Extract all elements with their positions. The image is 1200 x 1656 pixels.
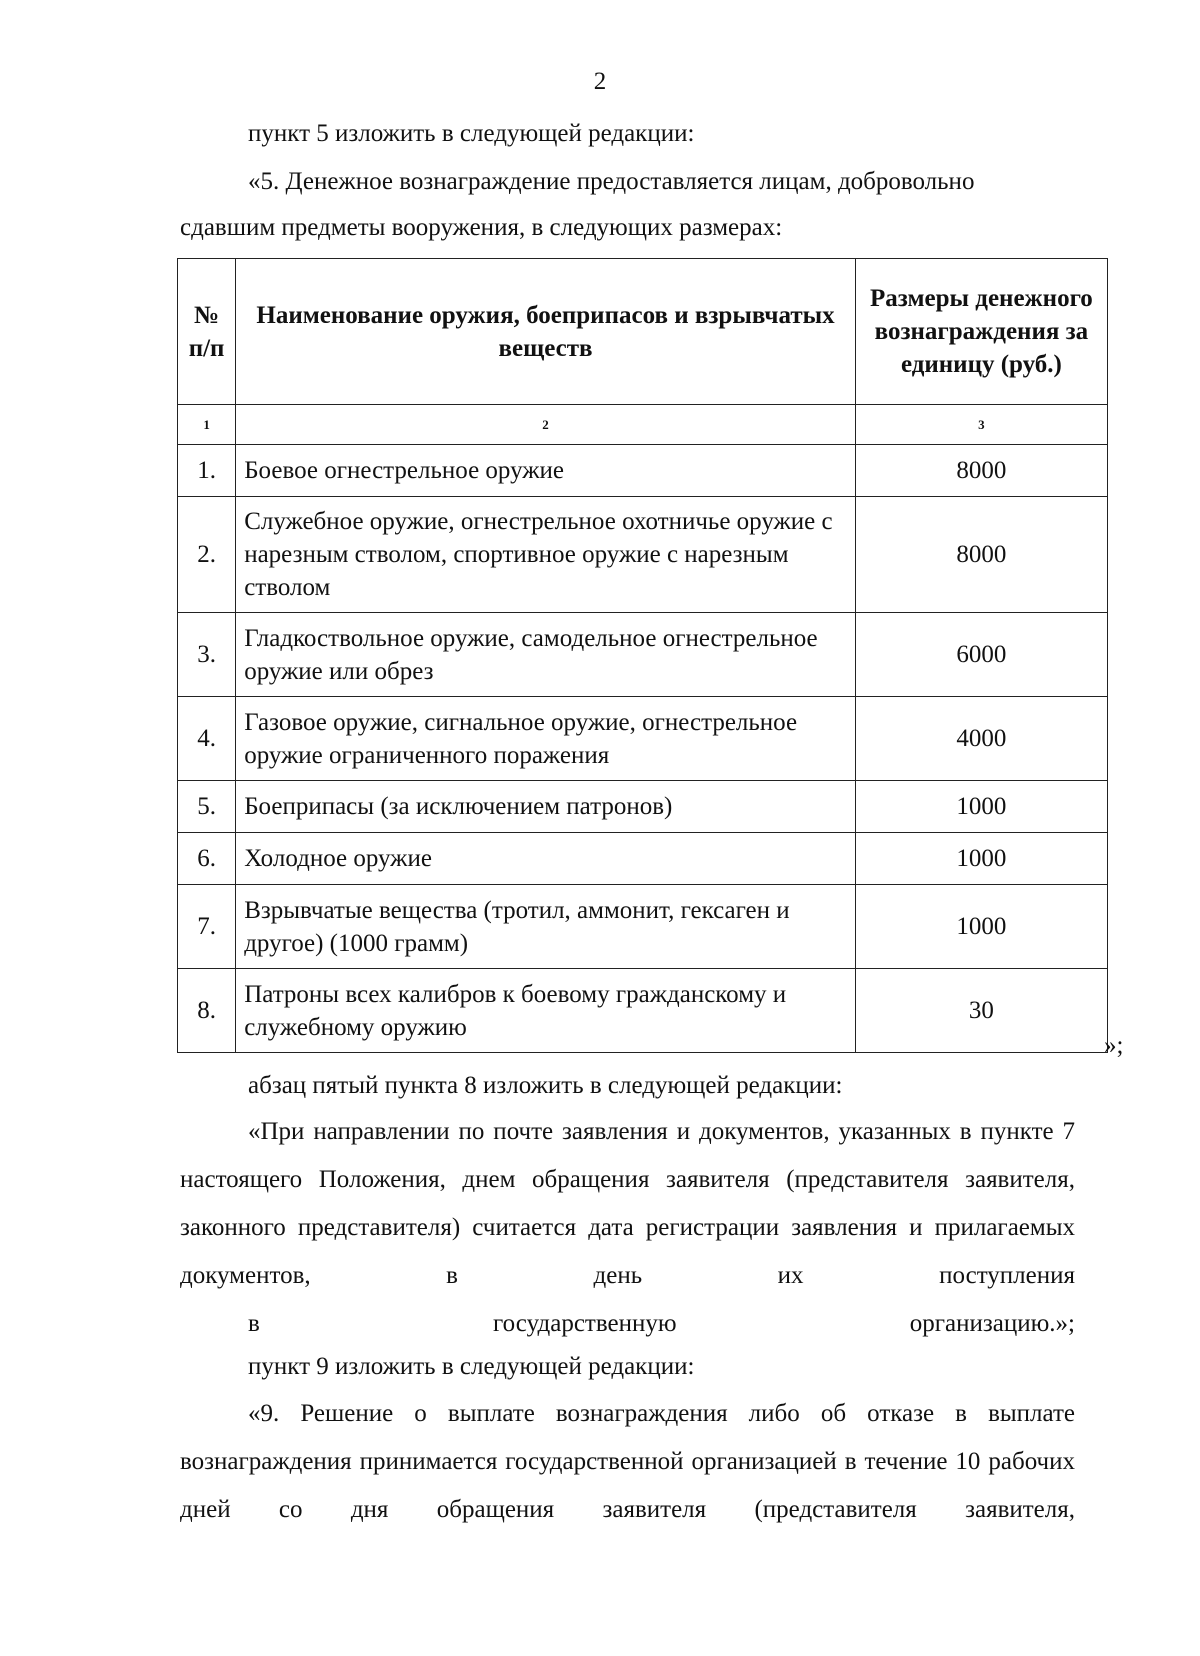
row-name: Газовое оружие, сигнальное оружие, огнестрельное оружие ограниченного поражения [236, 697, 856, 781]
row-amount: 8000 [855, 445, 1107, 497]
table-row [178, 613, 1108, 697]
intro-paragraph-2-line-2: сдавшим предметы вооружения, в следующих размерах: [180, 214, 783, 241]
row-num: 7. [178, 885, 236, 969]
paragraph-4 [180, 1108, 1075, 1348]
table-row [178, 697, 1108, 781]
row-name: Гладкоствольное оружие, самодельное огнестрельное оружие или обрез [236, 613, 856, 697]
paragraph-3: абзац пятый пункта 8 изложить в следующей редакции: [248, 1072, 843, 1099]
row-num: 1. [178, 445, 236, 497]
row-name: Боеприпасы (за исключением патронов) [236, 781, 856, 833]
intro-paragraph-1: пункт 5 изложить в следующей редакции: [248, 120, 695, 147]
column-number-row [178, 405, 1108, 445]
row-amount: 4000 [855, 697, 1107, 781]
header-name: Наименование оружия, боеприпасов и взрывчатых веществ [236, 259, 856, 405]
intro-paragraph-2-line-1: «5. Денежное вознаграждение предоставляется лицам, добровольно [248, 168, 975, 195]
closing-quote: »; [1104, 1032, 1124, 1059]
row-name: Служебное оружие, огнестрельное охотничье оружие с нарезным стволом, спортивное оружие с нарезным стволом [236, 497, 856, 613]
paragraph-5: пункт 9 изложить в следующей редакции: [248, 1353, 695, 1380]
row-amount: 6000 [855, 613, 1107, 697]
row-name: Холодное оружие [236, 833, 856, 885]
header-amount: Размеры денежного вознаграждения за единицу (руб.) [855, 259, 1107, 405]
award-table [177, 258, 1108, 1053]
row-num: 8. [178, 969, 236, 1053]
row-name: Взрывчатые вещества (тротил, аммонит, гексаген и другое) (1000 грамм) [236, 885, 856, 969]
row-num: 4. [178, 697, 236, 781]
row-num: 6. [178, 833, 236, 885]
row-num: 5. [178, 781, 236, 833]
row-name: Патроны всех калибров к боевому гражданскому и служебному оружию [236, 969, 856, 1053]
table-row [178, 781, 1108, 833]
table-row [178, 497, 1108, 613]
column-number: 2 [236, 405, 856, 445]
row-name: Боевое огнестрельное оружие [236, 445, 856, 497]
row-amount: 30 [855, 969, 1107, 1053]
row-amount: 1000 [855, 781, 1107, 833]
header-num: № п/п [178, 259, 236, 405]
row-amount: 8000 [855, 497, 1107, 613]
table-row [178, 969, 1108, 1053]
table-row [178, 445, 1108, 497]
column-number: 3 [855, 405, 1107, 445]
table-header-row [178, 259, 1108, 405]
row-amount: 1000 [855, 885, 1107, 969]
table-row [178, 833, 1108, 885]
paragraph-4-main: «При направлении по почте заявления и документов, указанных в пункте 7 настоящего Положения, днем обращения заявителя (представителя заявителя, законного представителя) считается дата регистрации заявления и прилагаемых документов, в день их поступления [180, 1118, 1075, 1289]
page-number: 2 [593, 68, 607, 95]
column-number: 1 [178, 405, 236, 445]
row-num: 2. [178, 497, 236, 613]
paragraph-6: «9. Решение о выплате вознаграждения либо об отказе в выплате вознаграждения принимается государственной организацией в течение 10 рабочих дней со дня обращения заявителя (представителя заявителя, [180, 1400, 1075, 1523]
paragraph-4-last: в государственную организацию.»; [248, 1310, 1075, 1337]
row-num: 3. [178, 613, 236, 697]
table-row [178, 885, 1108, 969]
row-amount: 1000 [855, 833, 1107, 885]
